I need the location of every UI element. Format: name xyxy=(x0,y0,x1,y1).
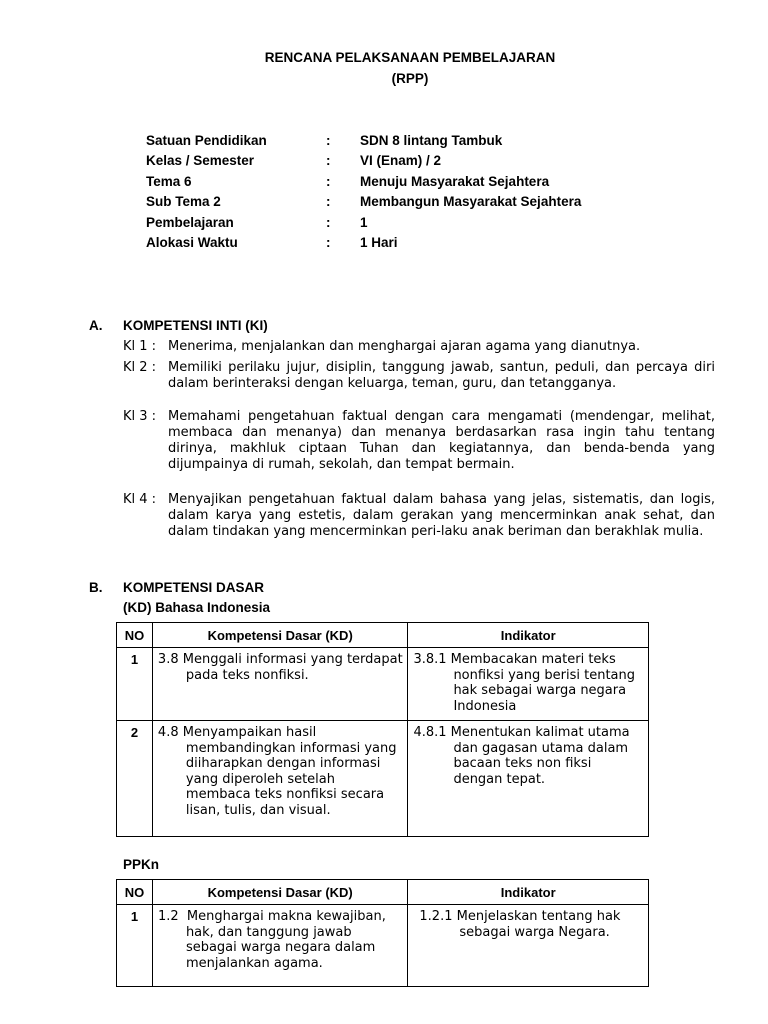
kd-text: Menyampaikan hasil membandingkan informasi yang diiharapkan dengan informasi yang diperoleh setelah membaca teks nonfiksi secara lisan, tulis, dan visual. xyxy=(182,725,397,818)
identity-colon: : xyxy=(326,194,331,209)
identity-label: Pembelajaran xyxy=(146,215,234,230)
ki-text: Menyajikan pengetahuan faktual dalam bahasa yang jelas, sistematis, dan logis, dalam karya yang estetis, dalam gerakan yang mencerminkan anak sehat, dan dalam tindakan yang mencerminkan peri-laku anak beriman dan berakhlak mulia. xyxy=(168,492,715,539)
identity-label: Sub Tema 2 xyxy=(146,194,221,209)
header-kd: Kompetensi Dasar (KD) xyxy=(152,623,408,648)
identity-value: Menuju Masyarakat Sejahtera xyxy=(360,174,550,189)
ki-code: Kl 1 : xyxy=(123,339,157,354)
kd-number: 4.8 xyxy=(157,725,179,740)
row-no: 1 xyxy=(117,648,153,721)
section-a-letter: A. xyxy=(89,318,103,333)
kd-bahasa-table xyxy=(116,622,649,837)
kd-cell xyxy=(152,648,408,721)
section-a-heading: KOMPETENSI INTI (KI) xyxy=(123,318,268,333)
table-row xyxy=(117,648,649,721)
ki-code: Kl 2 : xyxy=(123,360,157,375)
ki-item xyxy=(123,360,715,392)
identity-value: VI (Enam) / 2 xyxy=(360,153,442,168)
kd-number: 3.8 xyxy=(157,652,179,667)
ki-text: Memiliki perilaku jujur, disiplin, tanggung jawab, santun, peduli, dan percaya diri dalam berinteraksi dengan keluarga, teman, guru, dan tetangganya. xyxy=(168,360,715,391)
indikator-cell xyxy=(408,905,649,987)
ppkn-heading: PPKn xyxy=(123,857,160,872)
document-subtitle: (RPP) xyxy=(391,71,429,86)
section-b-subheading: (KD) Bahasa Indonesia xyxy=(123,600,271,615)
kd-cell xyxy=(152,905,407,987)
indikator-number: 1.2.1 xyxy=(419,909,453,924)
kd-number: 1.2 xyxy=(157,909,179,924)
document-title: RENCANA PELAKSANAAN PEMBELAJARAN xyxy=(264,50,556,65)
ki-text: Menerima, menjalankan dan menghargai ajaran agama yang dianutnya. xyxy=(168,339,641,354)
ki-item xyxy=(123,409,715,473)
table-header-row xyxy=(117,623,649,648)
identity-colon: : xyxy=(326,174,331,189)
ki-item xyxy=(123,339,715,355)
identity-label: Kelas / Semester xyxy=(146,153,255,168)
kd-cell xyxy=(152,721,408,837)
identity-value: 1 xyxy=(360,215,368,230)
section-b-heading: KOMPETENSI DASAR xyxy=(123,580,265,595)
indikator-cell xyxy=(408,648,649,721)
table-header-row xyxy=(117,880,649,905)
table-row xyxy=(117,721,649,837)
indikator-cell xyxy=(408,721,649,837)
indikator-number: 3.8.1 xyxy=(413,652,447,667)
identity-value: Membangun Masyarakat Sejahtera xyxy=(360,194,582,209)
table-row xyxy=(117,905,649,987)
row-no: 2 xyxy=(117,721,153,837)
ki-text: Memahami pengetahuan faktual dengan cara mengamati (mendengar, melihat, membaca dan menanya) dan menanya berdasarkan rasa ingin tahu tentang dirinya, makhluk ciptaan Tuhan dan kegiatannya, dan benda-benda yang dijumpainya di rumah, sekolah, dan tempat bermain. xyxy=(168,409,715,472)
ki-code: Kl 3 : xyxy=(123,409,157,424)
indikator-text: Menentukan kalimat utama dan gagasan utama dalam bacaan teks non fiksi dengan tepat. xyxy=(450,725,630,787)
identity-value: 1 Hari xyxy=(360,235,398,250)
header-indikator: Indikator xyxy=(408,623,649,648)
header-no: NO xyxy=(117,623,153,648)
identity-label: Satuan Pendidikan xyxy=(146,133,267,148)
indikator-text: Membacakan materi teks nonfiksi yang berisi tentang hak sebagai warga negara Indonesia xyxy=(450,652,635,714)
header-indikator: Indikator xyxy=(408,880,649,905)
header-kd: Kompetensi Dasar (KD) xyxy=(152,880,407,905)
identity-colon: : xyxy=(326,133,331,148)
identity-colon: : xyxy=(326,153,331,168)
identity-label: Tema 6 xyxy=(146,174,192,189)
ki-code: Kl 4 : xyxy=(123,492,157,507)
identity-colon: : xyxy=(326,215,331,230)
identity-value: SDN 8 lintang Tambuk xyxy=(360,133,503,148)
identity-colon: : xyxy=(326,235,331,250)
indikator-number: 4.8.1 xyxy=(413,725,447,740)
header-no: NO xyxy=(117,880,153,905)
kd-ppkn-table xyxy=(116,879,649,987)
kd-text: Menghargai makna kewajiban, hak, dan tanggung jawab sebagai warga negara dalam menjalankan agama. xyxy=(185,909,386,971)
section-b-letter: B. xyxy=(89,580,103,595)
ki-item xyxy=(123,492,715,540)
row-no: 1 xyxy=(117,905,153,987)
indikator-text: Menjelaskan tentang hak sebagai warga Negara. xyxy=(456,909,621,940)
identity-label: Alokasi Waktu xyxy=(146,235,238,250)
kd-text: Menggali informasi yang terdapat pada teks nonfiksi. xyxy=(182,652,403,683)
